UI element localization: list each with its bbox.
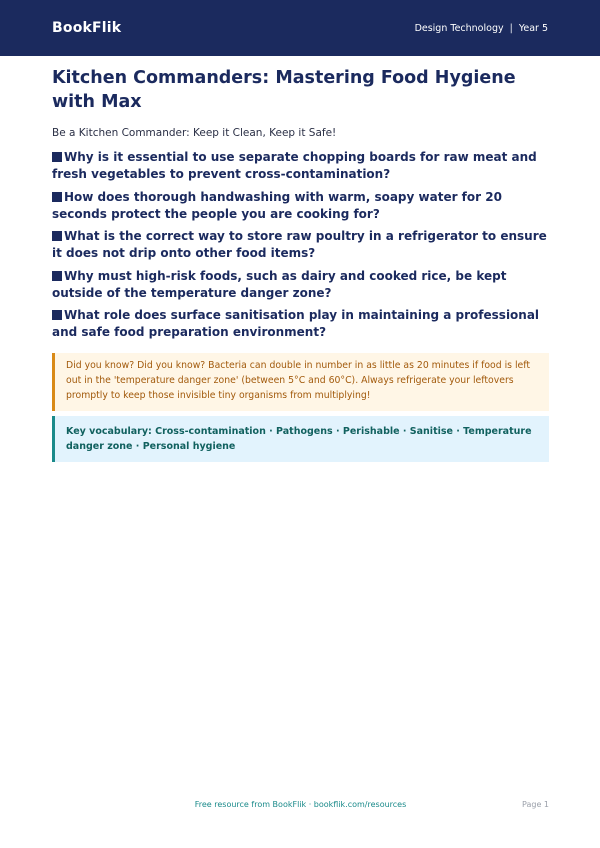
footer-resource-link[interactable]: Free resource from BookFlik · bookflik.com/resources: [194, 800, 407, 809]
question-list: [52, 149, 549, 341]
header-separator: |: [509, 22, 513, 34]
question-item: [52, 307, 549, 341]
question-text: Why is it essential to use separate chopping boards for raw meat and fresh vegetables to prevent cross-contamination?: [52, 150, 537, 181]
question-item: [52, 149, 549, 183]
square-bullet-icon: [52, 152, 62, 162]
page-subtitle: Be a Kitchen Commander: Keep it Clean, Keep it Safe!: [52, 127, 337, 139]
page-number: Page 1: [522, 800, 549, 809]
square-bullet-icon: [52, 192, 62, 202]
square-bullet-icon: [52, 231, 62, 241]
year-label: Year 5: [518, 22, 548, 34]
key-vocabulary-text: Key vocabulary: Cross-contamination · Pathogens · Perishable · Sanitise · Temperature danger zone · Personal hygiene: [66, 426, 532, 452]
question-text: What is the correct way to store raw poultry in a refrigerator to ensure it does not drip onto other food items?: [52, 229, 547, 260]
question-item: [52, 268, 549, 302]
page-title: Kitchen Commanders: Mastering Food Hygiene with Max: [52, 68, 516, 112]
question-item: [52, 189, 549, 223]
header-meta: [415, 23, 548, 34]
page-footer: [52, 800, 549, 814]
square-bullet-icon: [52, 271, 62, 281]
brand-logo-text[interactable]: BookFlik: [52, 20, 122, 36]
question-text: How does thorough handwashing with warm, soapy water for 20 seconds protect the people you are cooking for?: [52, 189, 502, 221]
question-item: [52, 228, 549, 262]
question-text: Why must high-risk foods, such as dairy and cooked rice, be kept outside of the temperature danger zone?: [52, 268, 507, 300]
question-text: What role does surface sanitisation play in maintaining a professional and safe food preparation environment?: [52, 308, 540, 339]
fun-fact-box: [52, 353, 549, 411]
square-bullet-icon: [52, 310, 62, 320]
subject-label: Design Technology: [414, 22, 504, 34]
page-header: [0, 0, 600, 56]
fun-fact-text: Did you know? Did you know? Bacteria can double in number in as little as 20 minutes if food is left out in the 'temperature danger zone' (between 5°C and 60°C). Always refrigerate your leftovers promptly to keep those invisible tiny organisms from multiplying!: [66, 360, 531, 401]
key-vocabulary-box: [52, 416, 549, 462]
main-content: [52, 64, 549, 462]
